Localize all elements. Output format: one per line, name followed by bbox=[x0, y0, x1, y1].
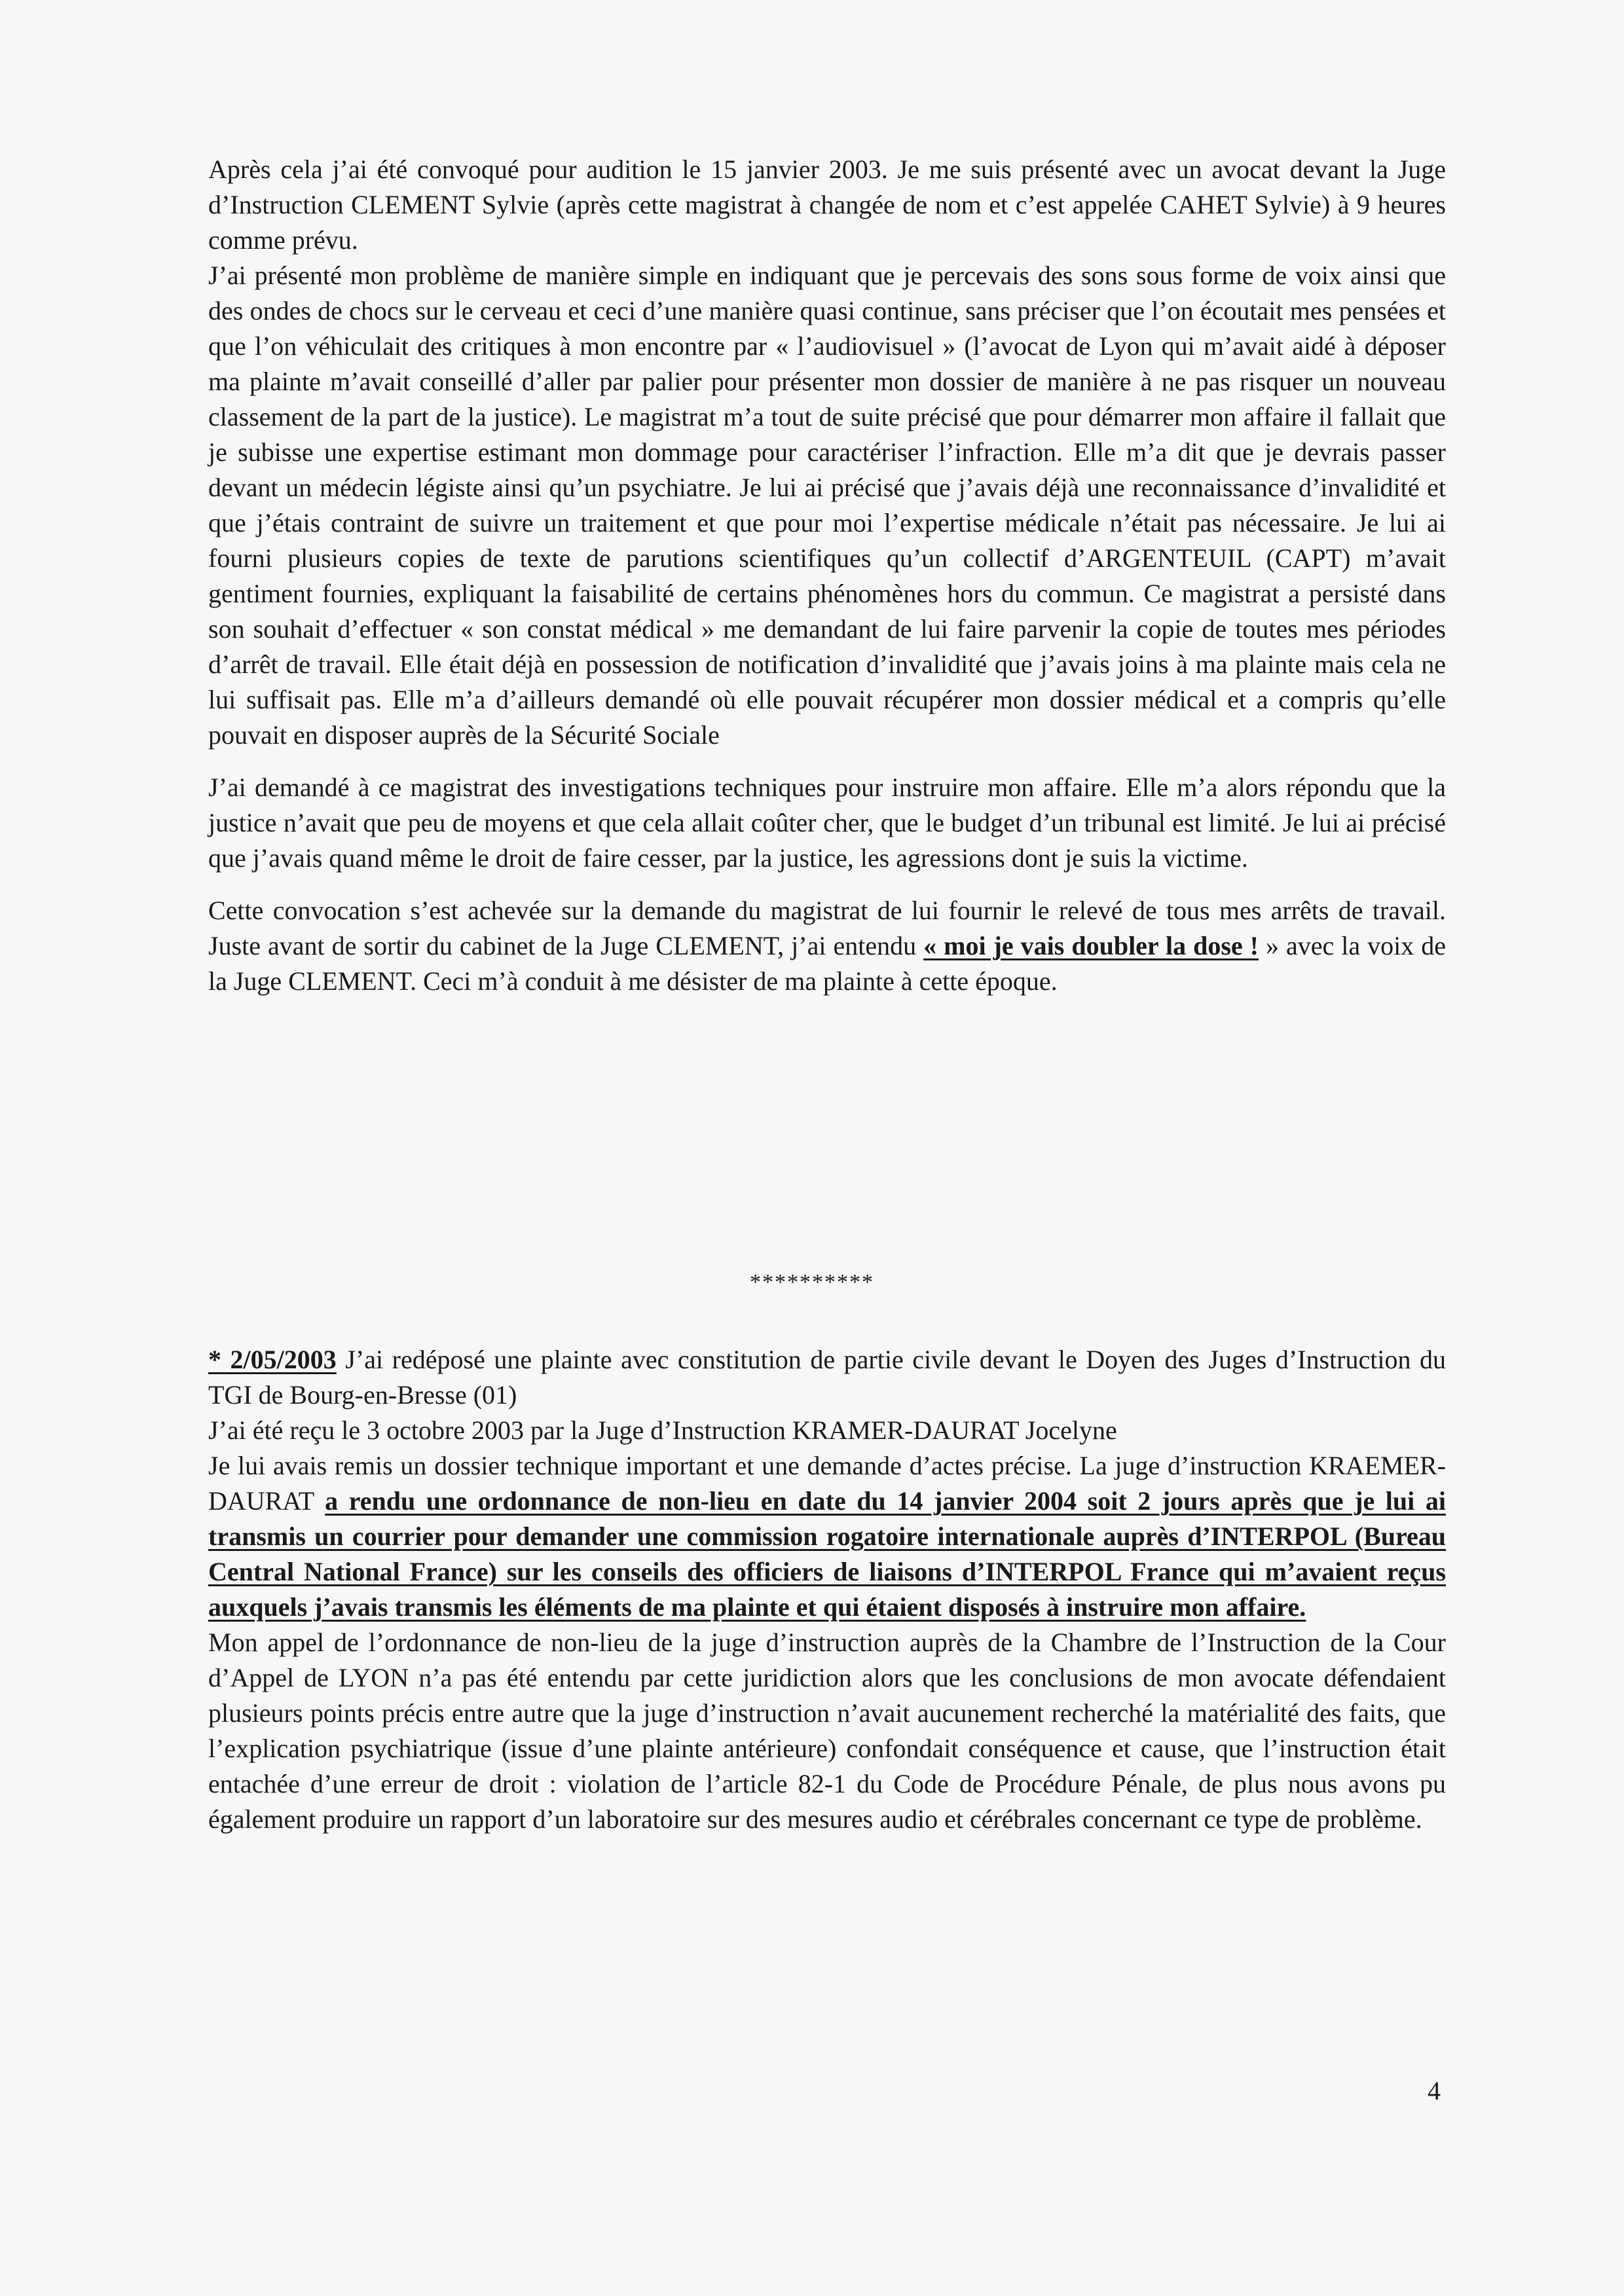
paragraph-fin-text-2: » avec la voix de la Juge CLEMENT. Ceci m’à conduit à me désister de ma plainte à cette époque. bbox=[208, 931, 1447, 996]
paragraph-redepot-text: J’ai redéposé une plainte avec constitution de partie civile devant le Doyen des Juges d’Instruction du TGI de Bourg-en-Bresse (01) bbox=[208, 1345, 1447, 1410]
section-separator: ********** bbox=[750, 1270, 874, 1294]
date-plainte: * 2/05/2003 bbox=[208, 1345, 337, 1374]
paragraph-non-lieu bbox=[208, 1448, 1446, 1625]
paragraph-non-lieu-text: Je lui avais remis un dossier technique important et une demande d’actes précise. La juge d’instruction KRAEMER-DAURAT bbox=[208, 1451, 1446, 1516]
paragraph-fin-text-1: Cette convocation s’est achevée sur la demande du magistrat de lui fournir le relevé de tous mes arrêts de travail. Juste avant de sortir du cabinet de la Juge CLEMENT, j’ai entendu bbox=[208, 896, 1446, 960]
paragraph-audition: Après cela j’ai été convoqué pour audition le 15 janvier 2003. Je me suis présenté avec un avocat devant la Juge d’Instruction CLEMENT Sylvie (après cette magistrat à changée de nom et c’est appelée CAHET Sylvie) à 9 heures comme prévu. bbox=[208, 155, 1446, 255]
paragraph-appel: Mon appel de l’ordonnance de non-lieu de la juge d’instruction auprès de la Chambre de l’Instruction de la Cour d’Appel de LYON n’a pas été entendu par cette juridiction alors que les conclusions de mon avocate défendaient plusieurs points précis entre autre que la juge d’instruction n’avait aucunement recherché la matérialité des faits, que l’explication psychiatrique (issue d’une plainte antérieure) confondait conséquence et cause, que l’instruction était entachée d’une erreur de droit : violation de l’article 82-1 du Code de Procédure Pénale, de plus nous avons pu également produire un rapport d’un laboratoire sur des mesures audio et cérébrales concernant ce type de problème. bbox=[208, 1628, 1446, 1834]
quote-doubler-dose: « moi je vais doubler la dose ! bbox=[923, 931, 1259, 960]
paragraph-recu: J’ai été reçu le 3 octobre 2003 par la Juge d’Instruction KRAMER-DAURAT Jocelyne bbox=[208, 1415, 1117, 1445]
non-lieu-emphasis: a rendu une ordonnance de non-lieu en date du 14 janvier 2004 soit 2 jours après que je lui ai transmis un courrier pour demander une commission rogatoire internationale auprès d’INTERPOL (Bureau Central National France) sur les conseils des officiers de liaisons d’INTERPOL France qui m’avaient reçus auxquels j’avais transmis les éléments de ma plainte et qui étaient disposés à instruire mon affaire. bbox=[208, 1486, 1446, 1622]
section-convocation bbox=[208, 152, 1446, 999]
paragraph-redepot bbox=[208, 1342, 1446, 1413]
paragraph-fin-convocation bbox=[208, 893, 1446, 999]
paragraph-investigations: J’ai demandé à ce magistrat des investigations techniques pour instruire mon affaire. Elle m’a alors répondu que la justice n’avait que peu de moyens et que cela allait coûter cher, que le budget d’un tribunal est limité. Je lui ai précisé que j’avais quand même le droit de faire cesser, par la justice, les agressions dont je suis la victime. bbox=[208, 773, 1446, 873]
section-nouvelle-plainte bbox=[208, 1342, 1446, 1837]
paragraph-probleme: J’ai présenté mon problème de manière simple en indiquant que je percevais des sons sous forme de voix ainsi que des ondes de chocs sur le cerveau et ceci d’une manière quasi continue, sans préciser que l’on écoutait mes pensées et que l’on véhiculait des critiques à mon encontre par « l’audiovisuel » (l’avocat de Lyon qui m’avait aidé à déposer ma plainte m’avait conseillé d’aller par palier pour présenter mon dossier de manière à ne pas risquer un nouveau classement de la part de la justice). Le magistrat m’a tout de suite précisé que pour démarrer mon affaire il fallait que je subisse une expertise estimant mon dommage pour caractériser l’infraction. Elle m’a dit que je devrais passer devant un médecin légiste ainsi qu’un psychiatre. Je lui ai précisé que j’avais déjà une reconnaissance d’invalidité et que j’étais contraint de suivre un traitement et que pour moi l’expertise médicale n’était pas nécessaire. Je lui ai fourni plusieurs copies de texte de parutions scientifiques qu’un collectif d’ARGENTEUIL (CAPT) m’avait gentiment fournies, expliquant la faisabilité de certains phénomènes hors du commun. Ce magistrat a persisté dans son souhait d’effectuer « son constat médical » me demandant de lui faire parvenir la copie de toutes mes périodes d’arrêt de travail. Elle était déjà en possession de notification d’invalidité que j’avais joins à ma plainte mais cela ne lui suffisait pas. Elle m’a d’ailleurs demandé où elle pouvait récupérer mon dossier médical et a compris qu’elle pouvait en disposer auprès de la Sécurité Sociale bbox=[208, 261, 1446, 750]
page-number: 4 bbox=[1428, 2076, 1441, 2105]
